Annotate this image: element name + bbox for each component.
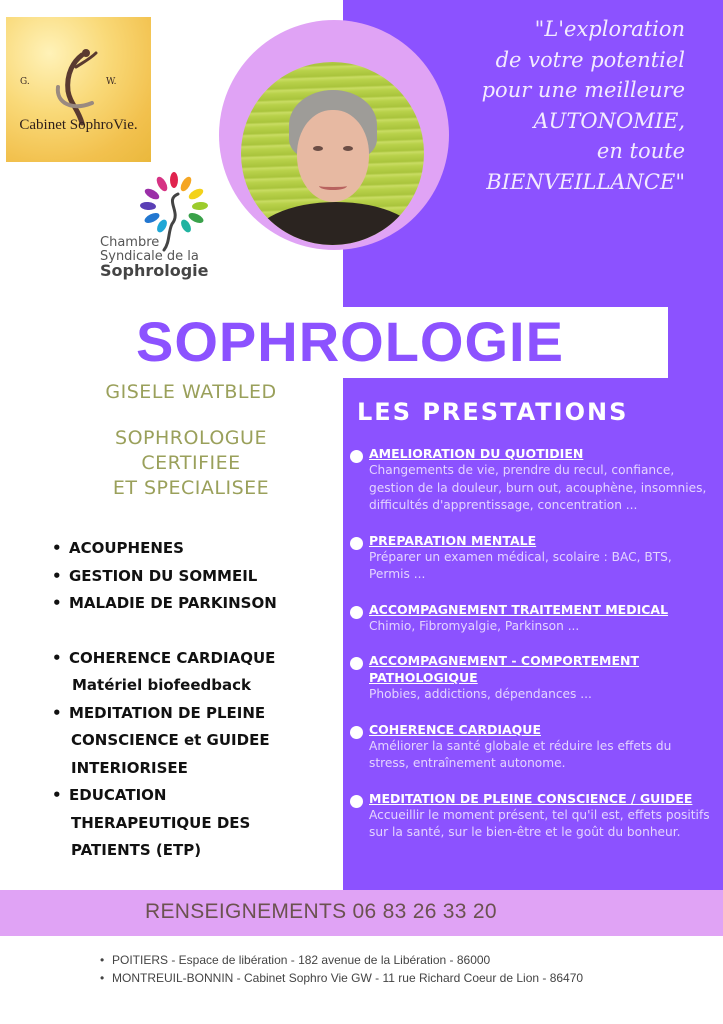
prestation-item	[350, 652, 710, 704]
prestation-heading[interactable]: AMELIORATION DU QUOTIDIEN	[369, 446, 584, 461]
specialty-item: • GESTION DU SOMMEIL	[52, 563, 342, 591]
specialty-item: • MEDITATION DE PLEINE	[52, 700, 342, 728]
prestation-description: Chimio, Fibromyalgie, Parkinson ...	[369, 618, 580, 633]
quote-line: "L'exploration	[534, 17, 685, 41]
prestation-heading[interactable]: ACCOMPAGNEMENT - COMPORTEMENT PATHOLOGIQUE	[369, 653, 640, 685]
initial-w: W.	[106, 77, 117, 87]
specialty-item: • COHERENCE CARDIAQUE	[52, 645, 342, 673]
quote-line: de votre potentiel	[495, 47, 685, 72]
specialties-spacer	[52, 618, 342, 645]
specialty-item: • MALADIE DE PARKINSON	[52, 590, 342, 618]
chambre-line3: Sophrologie	[100, 261, 209, 280]
portrait-shirt	[251, 202, 421, 245]
prestation-item	[350, 532, 710, 584]
quote-line: AUTONOMIE,	[533, 108, 685, 133]
cabinet-sophrovie-logo	[6, 17, 151, 162]
prestation-heading[interactable]: ACCOMPAGNEMENT TRAITEMENT MEDICAL	[369, 601, 669, 617]
chambre-line1: Chambre	[100, 235, 160, 250]
bullet-dot-icon	[350, 795, 363, 808]
prestations-list	[350, 445, 710, 859]
portrait-eye-right	[343, 146, 353, 151]
dancer-figure-icon	[52, 47, 98, 127]
bullet-dot-icon	[350, 726, 363, 739]
address-item: • MONTREUIL-BONNIN - Cabinet Sophro Vie GW - 11 rue Richard Coeur de Lion - 86470	[100, 970, 583, 988]
address-item: • POITIERS - Espace de libération - 182 avenue de la Libération - 86000	[100, 952, 583, 970]
specialty-subline: PATIENTS (ETP)	[71, 841, 202, 859]
quote-line: pour une meilleure	[481, 78, 685, 102]
cabinet-name: Cabinet SophroVie.	[19, 117, 138, 133]
specialties-list	[52, 535, 342, 865]
specialty-item: • ACOUPHENES	[52, 535, 342, 563]
portrait-smile	[319, 182, 347, 190]
contact-phone[interactable]: RENSEIGNEMENTS 06 83 26 33 20	[145, 900, 497, 923]
specialty-subline: THERAPEUTIQUE DES	[71, 813, 251, 832]
prestation-heading[interactable]: COHERENCE CARDIAQUE	[369, 721, 541, 737]
bullet-dot-icon	[350, 537, 363, 550]
prestation-heading[interactable]: MEDITATION DE PLEINE CONSCIENCE / GUIDEE	[369, 790, 693, 806]
practitioner-name: GISELE WATBLED	[105, 381, 277, 403]
specialty-item: • EDUCATION	[52, 782, 342, 810]
page-title: SOPHROLOGIE	[136, 310, 564, 373]
prestations-heading: LES PRESTATIONS	[357, 398, 629, 426]
prestation-description: Phobies, addictions, dépendances ...	[369, 687, 592, 701]
practitioner-info	[60, 378, 322, 501]
role-line: ET SPECIALISEE	[112, 477, 270, 499]
quote-line: BIENVEILLANCE"	[486, 169, 685, 194]
prestation-heading[interactable]: PREPARATION MENTALE	[369, 532, 537, 548]
specialty-subline: INTERIORISEE	[71, 758, 188, 777]
prestation-item	[350, 790, 710, 842]
prestation-description: Accueillir le moment présent, tel qu'il est, effets positifs sur la santé, sur le bien-être et le goût du bonheur.	[369, 807, 710, 839]
chambre-syndicale-logo	[96, 170, 221, 290]
practitioner-role	[60, 426, 322, 501]
bullet-dot-icon	[350, 606, 363, 619]
specialty-subline: Matériel biofeedback	[72, 676, 251, 694]
specialty-subline: CONSCIENCE et GUIDEE	[71, 731, 270, 749]
prestation-description: Changements de vie, prendre du recul, confiance, gestion de la douleur, burn out, acouphène, insomnies, difficultés d'apprentissage, concentration ...	[369, 463, 707, 512]
portrait-eye-left	[313, 146, 323, 151]
addresses-list	[100, 952, 583, 987]
tagline-quote	[385, 14, 685, 197]
chambre-line2: Syndicale de la	[100, 249, 199, 264]
bullet-dot-icon	[350, 450, 363, 463]
prestation-item	[350, 601, 710, 636]
prestation-description: Préparer un examen médical, scolaire : BAC, BTS, Permis ...	[369, 549, 672, 581]
role-line: SOPHROLOGUE	[115, 427, 267, 449]
initial-g: G.	[20, 77, 30, 87]
prestation-item	[350, 445, 710, 515]
bullet-dot-icon	[350, 657, 363, 670]
prestation-item	[350, 721, 710, 773]
prestation-description: Améliorer la santé globale et réduire les effets du stress, entraînement autonome.	[369, 738, 672, 770]
quote-line: en toute	[596, 139, 685, 163]
role-line: CERTIFIEE	[141, 452, 241, 474]
